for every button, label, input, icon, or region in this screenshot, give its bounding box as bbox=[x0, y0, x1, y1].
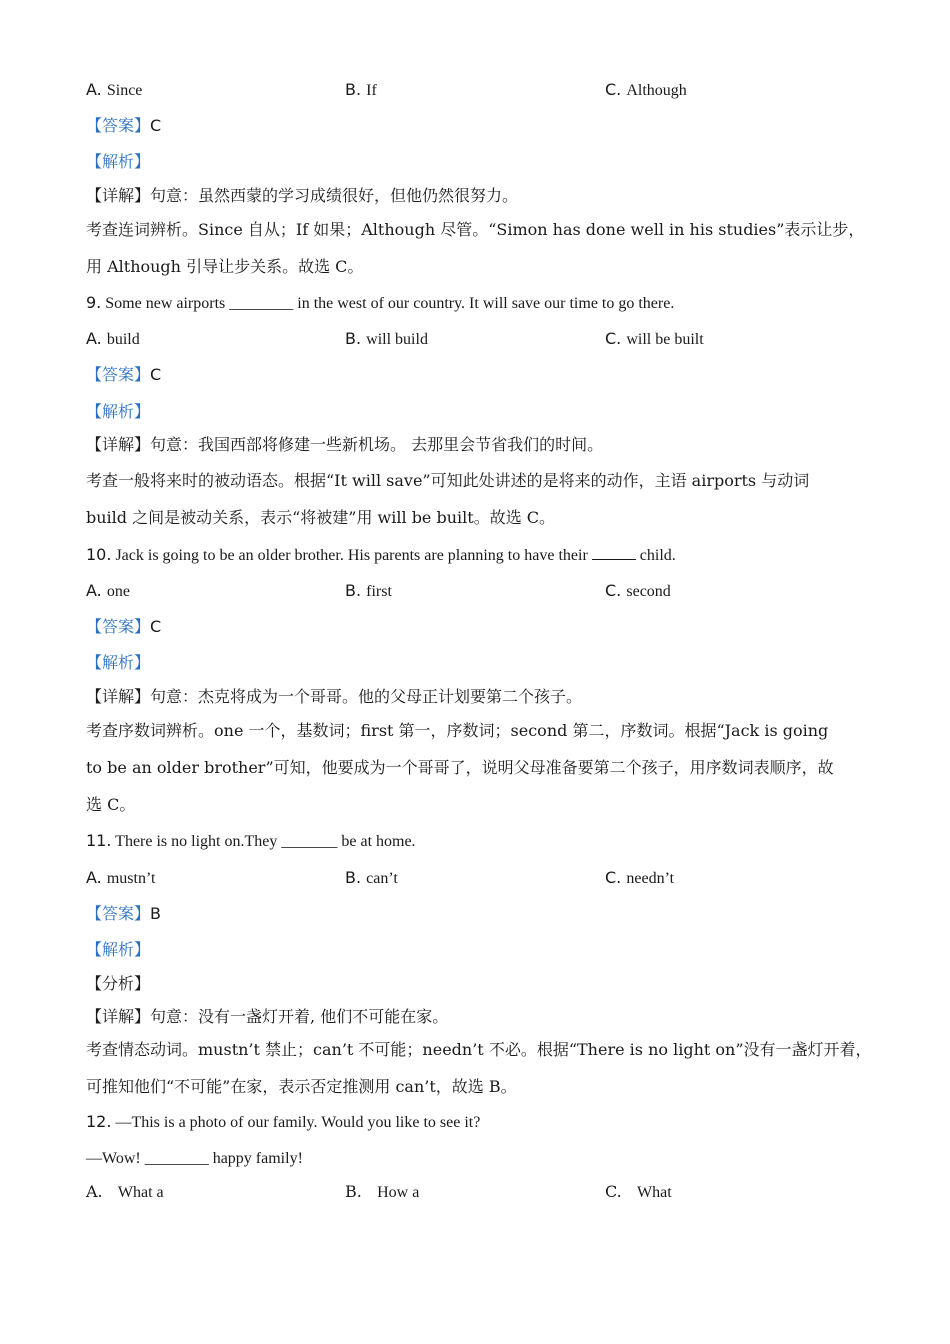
q9-option-a: A. build bbox=[86, 329, 140, 348]
q8-answer: 【答案】C bbox=[86, 116, 162, 135]
q12-stem-1: 12. —This is a photo of our family. Would you like to see it? bbox=[86, 1112, 481, 1131]
answer-blank bbox=[592, 545, 636, 560]
q11-fenxi-tag: 【分析】 bbox=[86, 974, 151, 993]
q12-option-b: B. How a bbox=[345, 1182, 420, 1201]
q9-answer: 【答案】C bbox=[86, 365, 162, 384]
q8-option-a: A. Since bbox=[86, 80, 143, 99]
q8-explain-2: 用 Although 引导让步关系。故选 C。 bbox=[86, 257, 364, 276]
q11-option-c: C. needn’t bbox=[605, 868, 675, 887]
q9-detail: 【详解】句意：我国西部将修建一些新机场。 去那里会节省我们的时间。 bbox=[86, 435, 604, 454]
q10-explain-1: 考查序数词辨析。one 一个，基数词；first 第一，序数词；second 第二，序数词。根据“Jack is going bbox=[86, 721, 829, 740]
q10-option-c: C. second bbox=[605, 581, 671, 600]
q9-option-b: B. will build bbox=[345, 329, 428, 348]
q8-analysis-tag: 【解析】 bbox=[86, 152, 151, 171]
q12-option-c: C. What bbox=[605, 1182, 672, 1201]
q9-stem: 9. Some new airports ________ in the west of our country. It will save our time to go there. bbox=[86, 293, 675, 312]
q10-option-a: A. one bbox=[86, 581, 130, 600]
q11-answer: 【答案】B bbox=[86, 904, 161, 923]
q10-analysis-tag: 【解析】 bbox=[86, 653, 151, 672]
q11-option-a: A. mustn’t bbox=[86, 868, 156, 887]
q11-stem: 11. There is no light on.They _______ be at home. bbox=[86, 831, 416, 850]
q11-explain-1: 考查情态动词。mustn’t 禁止；can’t 不可能；needn’t 不必。根据“There is no light on”没有一盏灯开着， bbox=[86, 1040, 872, 1059]
q11-option-b: B. can’t bbox=[345, 868, 398, 887]
q8-option-c: C. Although bbox=[605, 80, 687, 99]
q11-analysis-tag: 【解析】 bbox=[86, 940, 151, 959]
q10-answer: 【答案】C bbox=[86, 617, 162, 636]
q9-explain-2: build 之间是被动关系，表示“将被建”用 will be built。故选 C。 bbox=[86, 508, 556, 527]
q10-explain-3: 选 C。 bbox=[86, 795, 136, 814]
q9-analysis-tag: 【解析】 bbox=[86, 402, 151, 421]
q9-explain-1: 考查一般将来时的被动语态。根据“It will save”可知此处讲述的是将来的动作，主语 airports 与动词 bbox=[86, 471, 810, 490]
q12-stem-2: —Wow! ________ happy family! bbox=[86, 1150, 303, 1167]
q10-stem: 10. Jack is going to be an older brother. His parents are planning to have their child. bbox=[86, 545, 676, 564]
q8-detail: 【详解】句意：虽然西蒙的学习成绩很好，但他仍然很努力。 bbox=[86, 186, 519, 205]
q8-explain-1: 考查连词辨析。Since 自从；If 如果；Although 尽管。“Simon has done well in his studies”表示让步， bbox=[86, 220, 865, 239]
q10-option-b: B. first bbox=[345, 581, 392, 600]
q10-explain-2: to be an older brother”可知，他要成为一个哥哥了，说明父母准备要第二个孩子，用序数词表顺序，故 bbox=[86, 758, 834, 777]
q8-option-b: B. If bbox=[345, 80, 377, 99]
q12-option-a: A. What a bbox=[86, 1182, 164, 1201]
q11-detail: 【详解】句意：没有一盏灯开着, 他们不可能在家。 bbox=[86, 1007, 449, 1026]
q10-detail: 【详解】句意：杰克将成为一个哥哥。他的父母正计划要第二个孩子。 bbox=[86, 687, 583, 706]
q9-option-c: C. will be built bbox=[605, 329, 704, 348]
q11-explain-2: 可推知他们“不可能”在家，表示否定推测用 can’t，故选 B。 bbox=[86, 1077, 517, 1096]
